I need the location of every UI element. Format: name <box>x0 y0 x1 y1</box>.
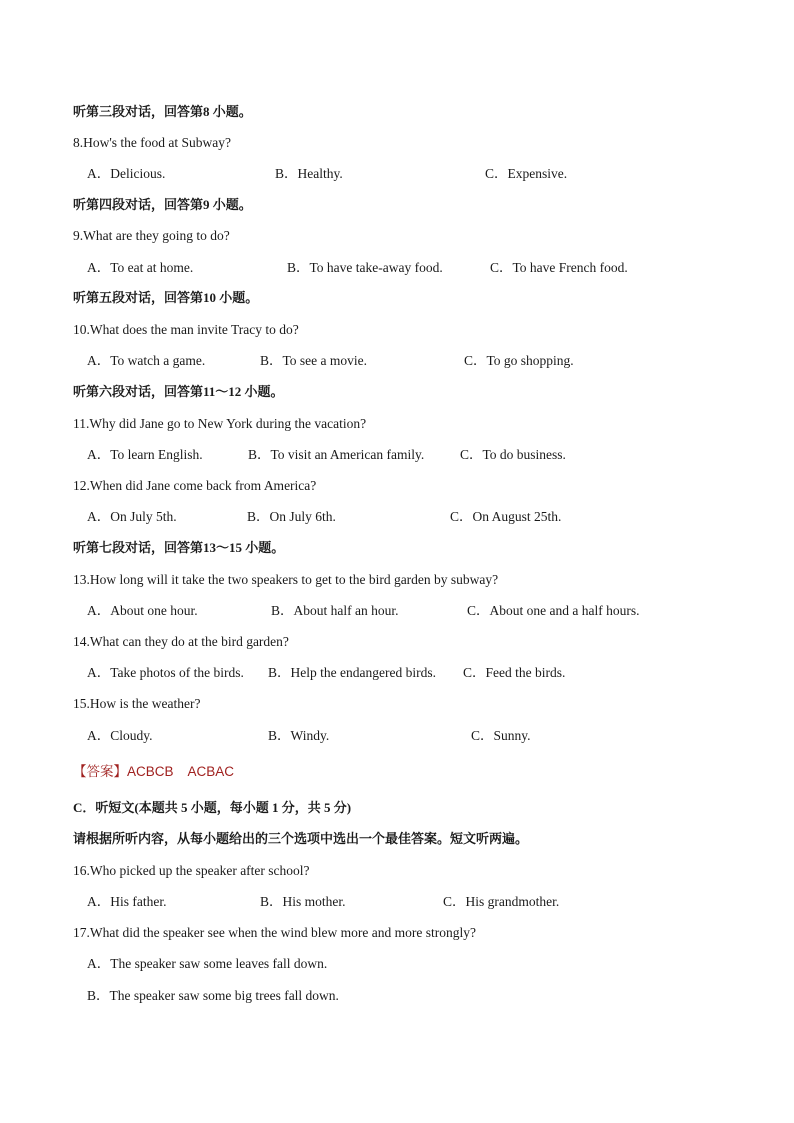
question-16-option-a: A．His father. <box>87 894 167 909</box>
question-9-option-b: B．To have take-away food. <box>287 260 443 275</box>
question-12-option-b: B．On July 6th. <box>247 509 336 524</box>
question-14-option-a: A．Take photos of the birds. <box>87 665 244 680</box>
question-10: 10.What does the man invite Tracy to do? <box>73 322 299 337</box>
answer-key-rest: ACBAC <box>187 764 235 779</box>
question-8: 8.How's the food at Subway? <box>73 135 232 150</box>
question-15-option-c: C．Sunny. <box>471 728 531 743</box>
section-c-heading: C．听短文(本题共 5 小题，每小题 1 分，共 5 分) <box>73 800 352 815</box>
section-heading-3: 听第三段对话，回答第8 小题。 <box>73 104 252 119</box>
question-8-option-a: A．Delicious. <box>87 166 166 181</box>
question-11-option-b: B．To visit an American family. <box>248 447 425 462</box>
question-13-option-c: C．About one and a half hours. <box>467 603 640 618</box>
answer-key-label: 【答案】ACBCB <box>73 764 174 779</box>
question-17: 17.What did the speaker see when the wind blew more and more strongly? <box>73 925 477 940</box>
question-10-option-b: B．To see a movie. <box>260 353 368 368</box>
question-12-option-c: C．On August 25th. <box>450 509 562 524</box>
question-13-option-a: A．About one hour. <box>87 603 198 618</box>
question-14: 14.What can they do at the bird garden? <box>73 634 289 649</box>
section-c-instruction: 请根据所听内容，从每小题给出的三个选项中选出一个最佳答案。短文听两遍。 <box>73 831 529 846</box>
question-11-option-a: A．To learn English. <box>87 447 203 462</box>
question-12-option-a: A．On July 5th. <box>87 509 177 524</box>
question-9-option-a: A．To eat at home. <box>87 260 194 275</box>
question-15: 15.How is the weather? <box>73 696 201 711</box>
question-8-option-b: B．Healthy. <box>275 166 343 181</box>
section-heading-7: 听第七段对话，回答第13～15 小题。 <box>73 540 285 555</box>
question-14-option-c: C．Feed the birds. <box>463 665 566 680</box>
question-13: 13.How long will it take the two speakers to get to the bird garden by subway? <box>73 572 499 587</box>
question-10-option-c: C．To go shopping. <box>464 353 574 368</box>
section-heading-4: 听第四段对话，回答第9 小题。 <box>73 197 252 212</box>
section-heading-5: 听第五段对话，回答第10 小题。 <box>73 290 259 305</box>
question-14-option-b: B．Help the endangered birds. <box>268 665 436 680</box>
question-17-option-a: A．The speaker saw some leaves fall down. <box>87 956 328 971</box>
question-12: 12.When did Jane come back from America? <box>73 478 317 493</box>
answer-key <box>73 763 234 781</box>
question-13-option-b: B．About half an hour. <box>271 603 399 618</box>
question-15-option-b: B．Windy. <box>268 728 330 743</box>
question-16-option-b: B．His mother. <box>260 894 346 909</box>
question-15-option-a: A．Cloudy. <box>87 728 153 743</box>
question-10-option-a: A．To watch a game. <box>87 353 206 368</box>
question-8-option-c: C．Expensive. <box>485 166 568 181</box>
question-9-option-c: C．To have French food. <box>490 260 628 275</box>
question-11-option-c: C．To do business. <box>460 447 566 462</box>
question-17-option-b: B．The speaker saw some big trees fall down. <box>87 988 339 1003</box>
section-heading-6: 听第六段对话，回答第11～12 小题。 <box>73 384 284 399</box>
question-9: 9.What are they going to do? <box>73 228 230 243</box>
question-11: 11.Why did Jane go to New York during the vacation? <box>73 416 367 431</box>
question-16: 16.Who picked up the speaker after school? <box>73 863 310 878</box>
question-16-option-c: C．His grandmother. <box>443 894 560 909</box>
